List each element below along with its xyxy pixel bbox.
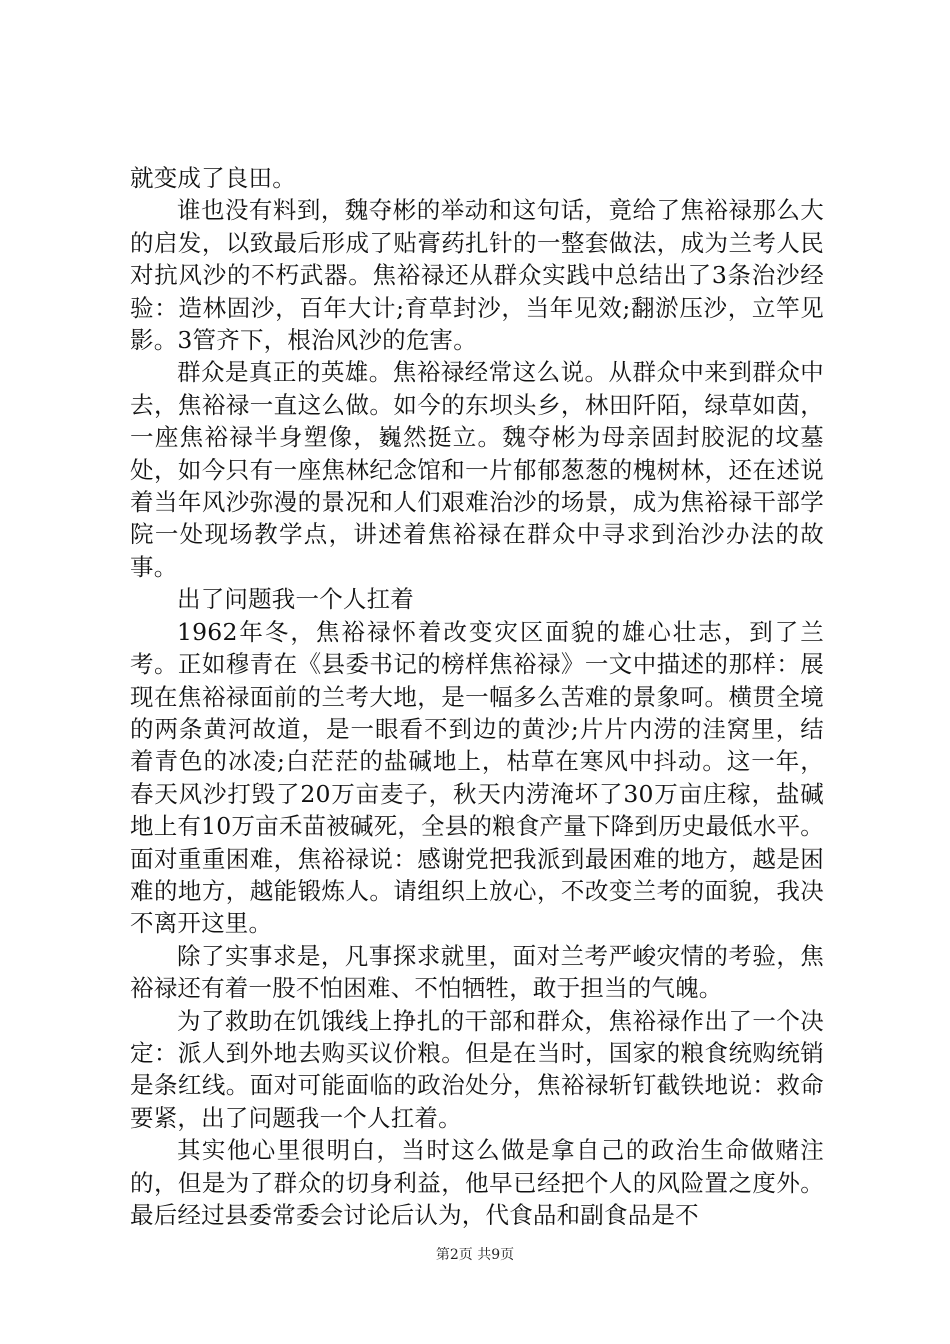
- document-body: [130, 162, 824, 1231]
- section-heading: 出了问题我一个人扛着: [177, 585, 414, 614]
- paragraph-4: 1962年冬，焦裕禄怀着改变灾区面貌的雄心壮志，到了兰考。正如穆青在《县委书记的榜样焦裕禄》一文中描述的那样：展现在焦裕禄面前的兰考大地，是一幅多么苦难的景象呵。横贯全境的两条黄河故道，是一眼看不到边的黄沙;片片内涝的洼窝里，结着青色的冰凌;白茫茫的盐碱地上，枯草在寒风中抖动。这一年，春天风沙打毁了20万亩麦子，秋天内涝淹坏了30万亩庄稼，盐碱地上有10万亩禾苗被碱死，全县的粮食产量下降到历史最低水平。面对重重困难，焦裕禄说：感谢党把我派到最困难的地方，越是困难的地方，越能锻炼人。请组织上放心，不改变兰考的面貌，我决不离开这里。: [130, 617, 824, 938]
- page-footer: 第2页 共9页: [435, 1247, 515, 1263]
- paragraph-1: 就变成了良田。: [130, 164, 296, 192]
- paragraph-2: 谁也没有料到，魏夺彬的举动和这句话，竟给了焦裕禄那么大的启发，以致最后形成了贴膏药扎针的一整套做法，成为兰考人民对抗风沙的不朽武器。焦裕禄还从群众实践中总结出了3条治沙经验：造林固沙，百年大计;育草封沙，当年见效;翻淤压沙，立竿见影。3管齐下，根治风沙的危害。: [130, 196, 824, 355]
- paragraph-7: 其实他心里很明白，当时这么做是拿自己的政治生命做赌注的，但是为了群众的切身利益，他早已经把个人的风险置之度外。最后经过县委常委会讨论后认为，代食品和副食品是不: [130, 1136, 824, 1229]
- paragraph-5: 除了实事求是，凡事探求就里，面对兰考严峻灾情的考验，焦裕禄还有着一股不怕困难、不怕牺牲，敢于担当的气魄。: [130, 941, 824, 1003]
- paragraph-6: 为了救助在饥饿线上挣扎的干部和群众，焦裕禄作出了一个决定：派人到外地去购买议价粮。但是在当时，国家的粮食统购统销是条红线。面对可能面临的政治处分，焦裕禄斩钉截铁地说：救命要紧，出了问题我一个人扛着。: [130, 1006, 824, 1132]
- paragraph-3: 群众是真正的英雄。焦裕禄经常这么说。从群众中来到群众中去，焦裕禄一直这么做。如今的东坝头乡，林田阡陌，绿草如茵，一座焦裕禄半身塑像，巍然挺立。魏夺彬为母亲固封胶泥的坟墓处，如今只有一座焦林纪念馆和一片郁郁葱葱的槐树林，还在述说着当年风沙弥漫的景况和人们艰难治沙的场景，成为焦裕禄干部学院一处现场教学点，讲述着焦裕禄在群众中寻求到治沙办法的故事。: [130, 358, 824, 581]
